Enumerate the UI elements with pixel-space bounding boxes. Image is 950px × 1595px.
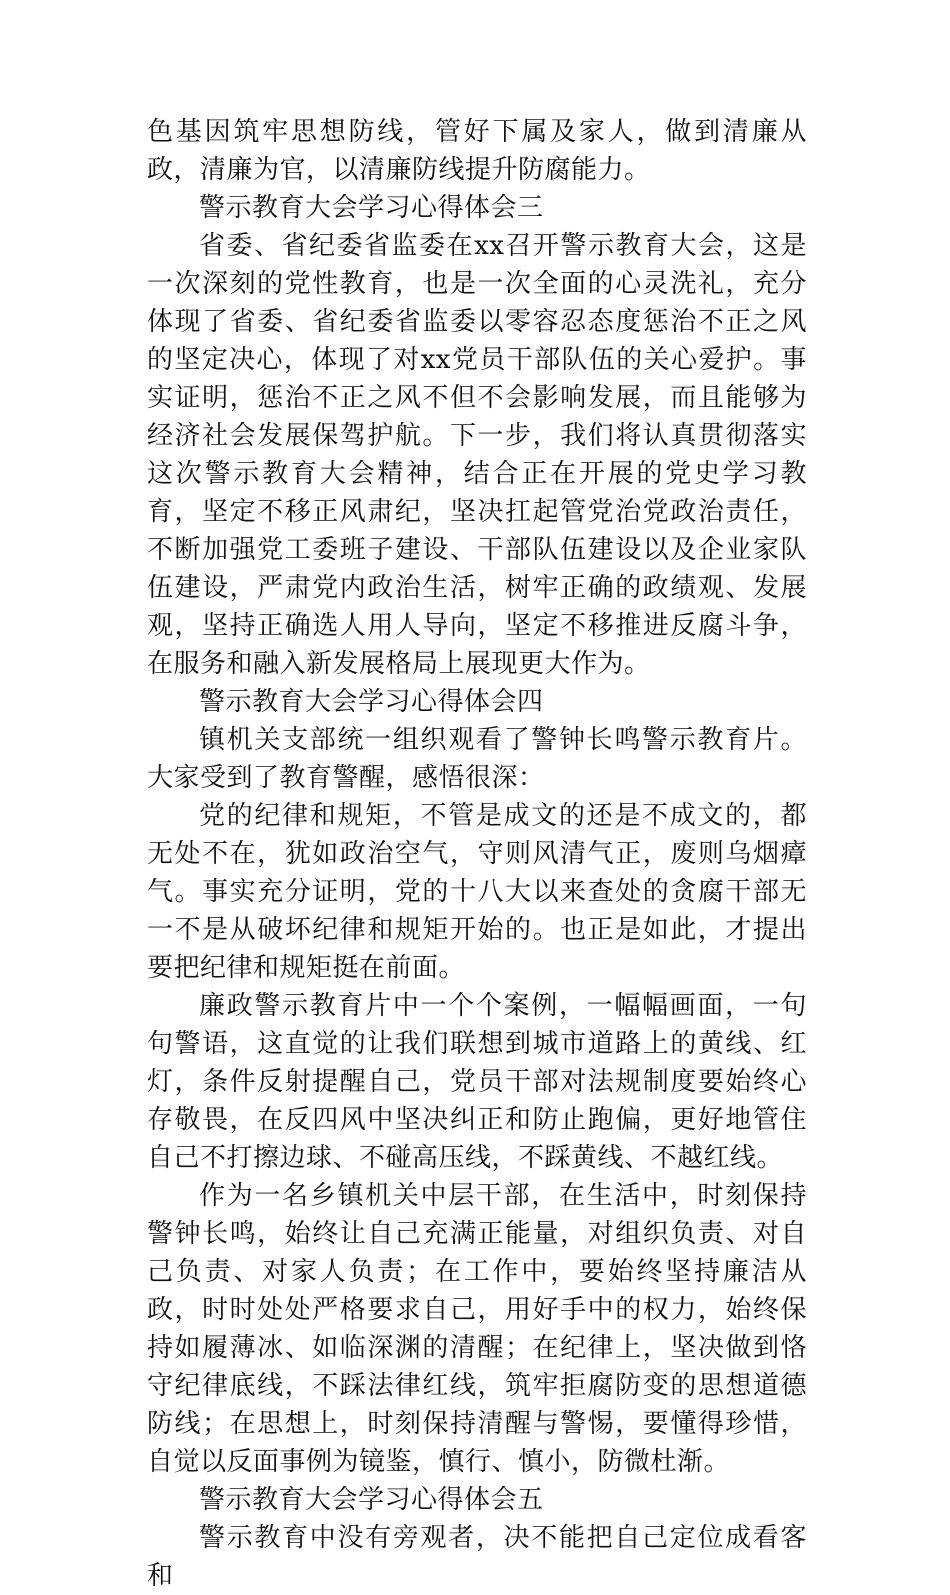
section-heading-three: 警示教育大会学习心得体会三 bbox=[199, 193, 544, 223]
paragraph: 廉政警示教育片中一个个案例，一幅幅画面，一句句警语，这直觉的让我们联想到城市道路上的黄线、红灯，条件反射提醒自己，党员干部对法规制度要始终心存敬畏，在反四风中坚决纠正和防止跑偏，更好地管住自己不打擦边球、不碰高压线，不踩黄线、不越红线。 bbox=[147, 991, 807, 1173]
paragraph-continuation: 色基因筑牢思想防线，管好下属及家人，做到清廉从政，清廉为官，以清廉防线提升防腐能力。 bbox=[147, 117, 807, 185]
section-heading-four: 警示教育大会学习心得体会四 bbox=[199, 687, 544, 717]
paragraph: 作为一名乡镇机关中层干部，在生活中，时刻保持警钟长鸣，始终让自己充满正能量，对组织负责、对自己负责、对家人负责；在工作中，要始终坚持廉洁从政，时时处处严格要求自己，用好手中的权力，始终保持如履薄冰、如临深渊的清醒；在纪律上，坚决做到恪守纪律底线，不踩法律红线，筑牢拒腐防变的思想道德防线；在思想上，时刻保持清醒与警惕，要懂得珍惜，自觉以反面事例为镜鉴，慎行、慎小，防微杜渐。 bbox=[147, 1181, 807, 1477]
paragraph: 镇机关支部统一组织观看了警钟长鸣警示教育片。大家受到了教育警醒，感悟很深： bbox=[147, 725, 807, 793]
document-body bbox=[147, 113, 807, 1595]
paragraph: 省委、省纪委省监委在xx召开警示教育大会，这是一次深刻的党性教育，也是一次全面的心灵洗礼，充分体现了省委、省纪委省监委以零容忍态度惩治不正之风的坚定决心，体现了对xx党员干部队伍的关心爱护。事实证明，惩治不正之风不但不会影响发展，而且能够为经济社会发展保驾护航。下一步，我们将认真贯彻落实这次警示教育大会精神，结合正在开展的党史学习教育，坚定不移正风肃纪，坚决扛起管党治党政治责任，不断加强党工委班子建设、干部队伍建设以及企业家队伍建设，严肃党内政治生活，树牢正确的政绩观、发展观，坚持正确选人用人导向，坚定不移推进反腐斗争，在服务和融入新发展格局上展现更大作为。 bbox=[147, 231, 807, 679]
paragraph: 党的纪律和规矩，不管是成文的还是不成文的，都无处不在，犹如政治空气，守则风清气正，废则乌烟瘴气。事实充分证明，党的十八大以来查处的贪腐干部无一不是从破坏纪律和规矩开始的。也正是如此，才提出要把纪律和规矩挺在前面。 bbox=[147, 801, 807, 983]
paragraph: 警示教育中没有旁观者，决不能把自己定位成看客和 bbox=[147, 1523, 807, 1591]
section-heading-five: 警示教育大会学习心得体会五 bbox=[199, 1485, 544, 1515]
